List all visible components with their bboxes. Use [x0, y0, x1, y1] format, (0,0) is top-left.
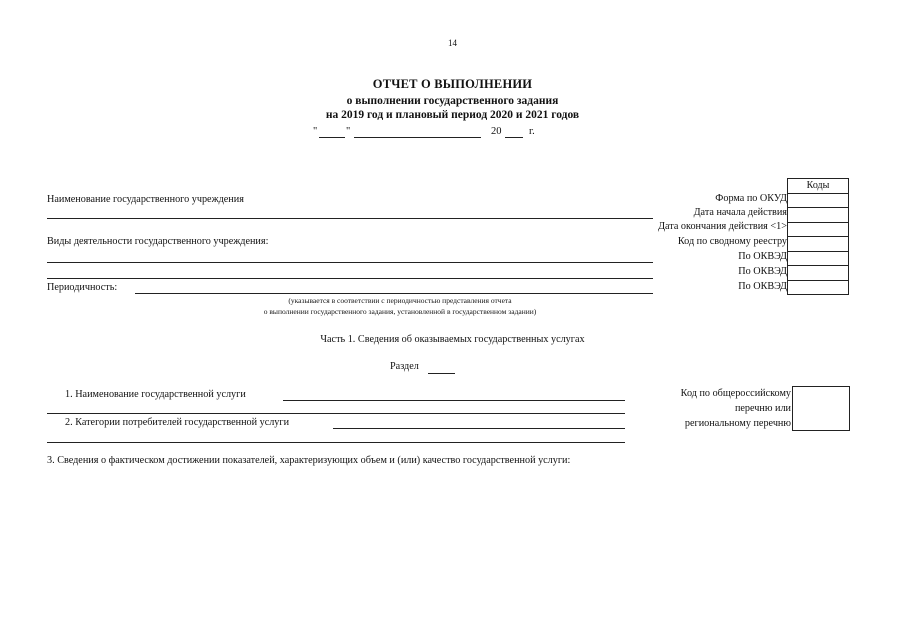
report-subtitle: о выполнении государственного задания [346, 95, 559, 107]
report-period: на 2019 год и плановый период 2020 и 2021 годов [325, 109, 580, 121]
consumer-categories-line[interactable] [333, 428, 625, 429]
consumer-categories-label: 2. Категории потребителей государственной услуги [65, 417, 290, 428]
code-cell-start-date[interactable] [788, 208, 849, 223]
part1-title: Часть 1. Сведения об оказываемых государственных услугах [320, 334, 585, 345]
service-name-label: 1. Наименование государственной услуги [65, 389, 246, 400]
activity-types-line-2[interactable] [47, 278, 653, 279]
periodicity-note-2: о выполнении государственного задания, установленной в государственном задании) [263, 307, 537, 316]
date-year-blank[interactable] [505, 137, 523, 138]
activity-types-label: Виды деятельности государственного учреждения: [47, 236, 269, 247]
registry-code-label: Код по сводному реестру [677, 236, 787, 247]
registry-code-label-line-3: региональному перечню [684, 418, 791, 429]
code-cell-okud[interactable] [788, 193, 849, 208]
service-name-line[interactable] [283, 400, 625, 401]
activity-types-line-1[interactable] [47, 262, 653, 263]
start-date-label: Дата начала действия [693, 207, 787, 218]
service-name-line-2[interactable] [47, 413, 625, 414]
okud-label: Форма по ОКУД [715, 193, 787, 204]
code-cell-end-date[interactable] [788, 222, 849, 237]
date-month-blank[interactable] [354, 137, 481, 138]
date-quote-open: " [313, 126, 318, 137]
end-date-label: Дата окончания действия <1> [658, 221, 787, 232]
okved-label-2: По ОКВЭД [738, 266, 787, 277]
codes-table [787, 178, 849, 295]
section-label: Раздел [390, 361, 419, 372]
okved-label-3: По ОКВЭД [738, 281, 787, 292]
date-year-prefix: 20 [491, 126, 502, 137]
registry-code-label-line-1: Код по общероссийскому [680, 388, 791, 399]
code-cell-okved-3[interactable] [788, 280, 849, 295]
page-number: 14 [448, 38, 457, 48]
periodicity-line[interactable] [135, 293, 653, 294]
code-cell-okved-1[interactable] [788, 251, 849, 266]
date-day-blank[interactable] [319, 137, 345, 138]
codes-header: Коды [788, 179, 849, 194]
code-cell-okved-2[interactable] [788, 266, 849, 281]
registry-code-box[interactable] [792, 386, 850, 431]
okved-label-1: По ОКВЭД [738, 251, 787, 262]
section-number-line[interactable] [428, 373, 455, 374]
code-cell-registry[interactable] [788, 237, 849, 252]
date-quote-close: " [346, 126, 351, 137]
periodicity-label: Периодичность: [47, 282, 118, 293]
report-title: ОТЧЕТ О ВЫПОЛНЕНИИ [372, 77, 533, 91]
periodicity-note-1: (указывается в соответствии с периодичностью представления отчета [288, 296, 512, 305]
indicators-label: 3. Сведения о фактическом достижении показателей, характеризующих объем и (или) качество государственной услуги: [47, 455, 571, 466]
registry-code-label-line-2: перечню или [734, 403, 791, 414]
date-year-suffix: г. [529, 126, 535, 137]
consumer-categories-line-2[interactable] [47, 442, 625, 443]
institution-name-label: Наименование государственного учреждения [47, 194, 244, 205]
institution-name-line[interactable] [47, 218, 653, 219]
